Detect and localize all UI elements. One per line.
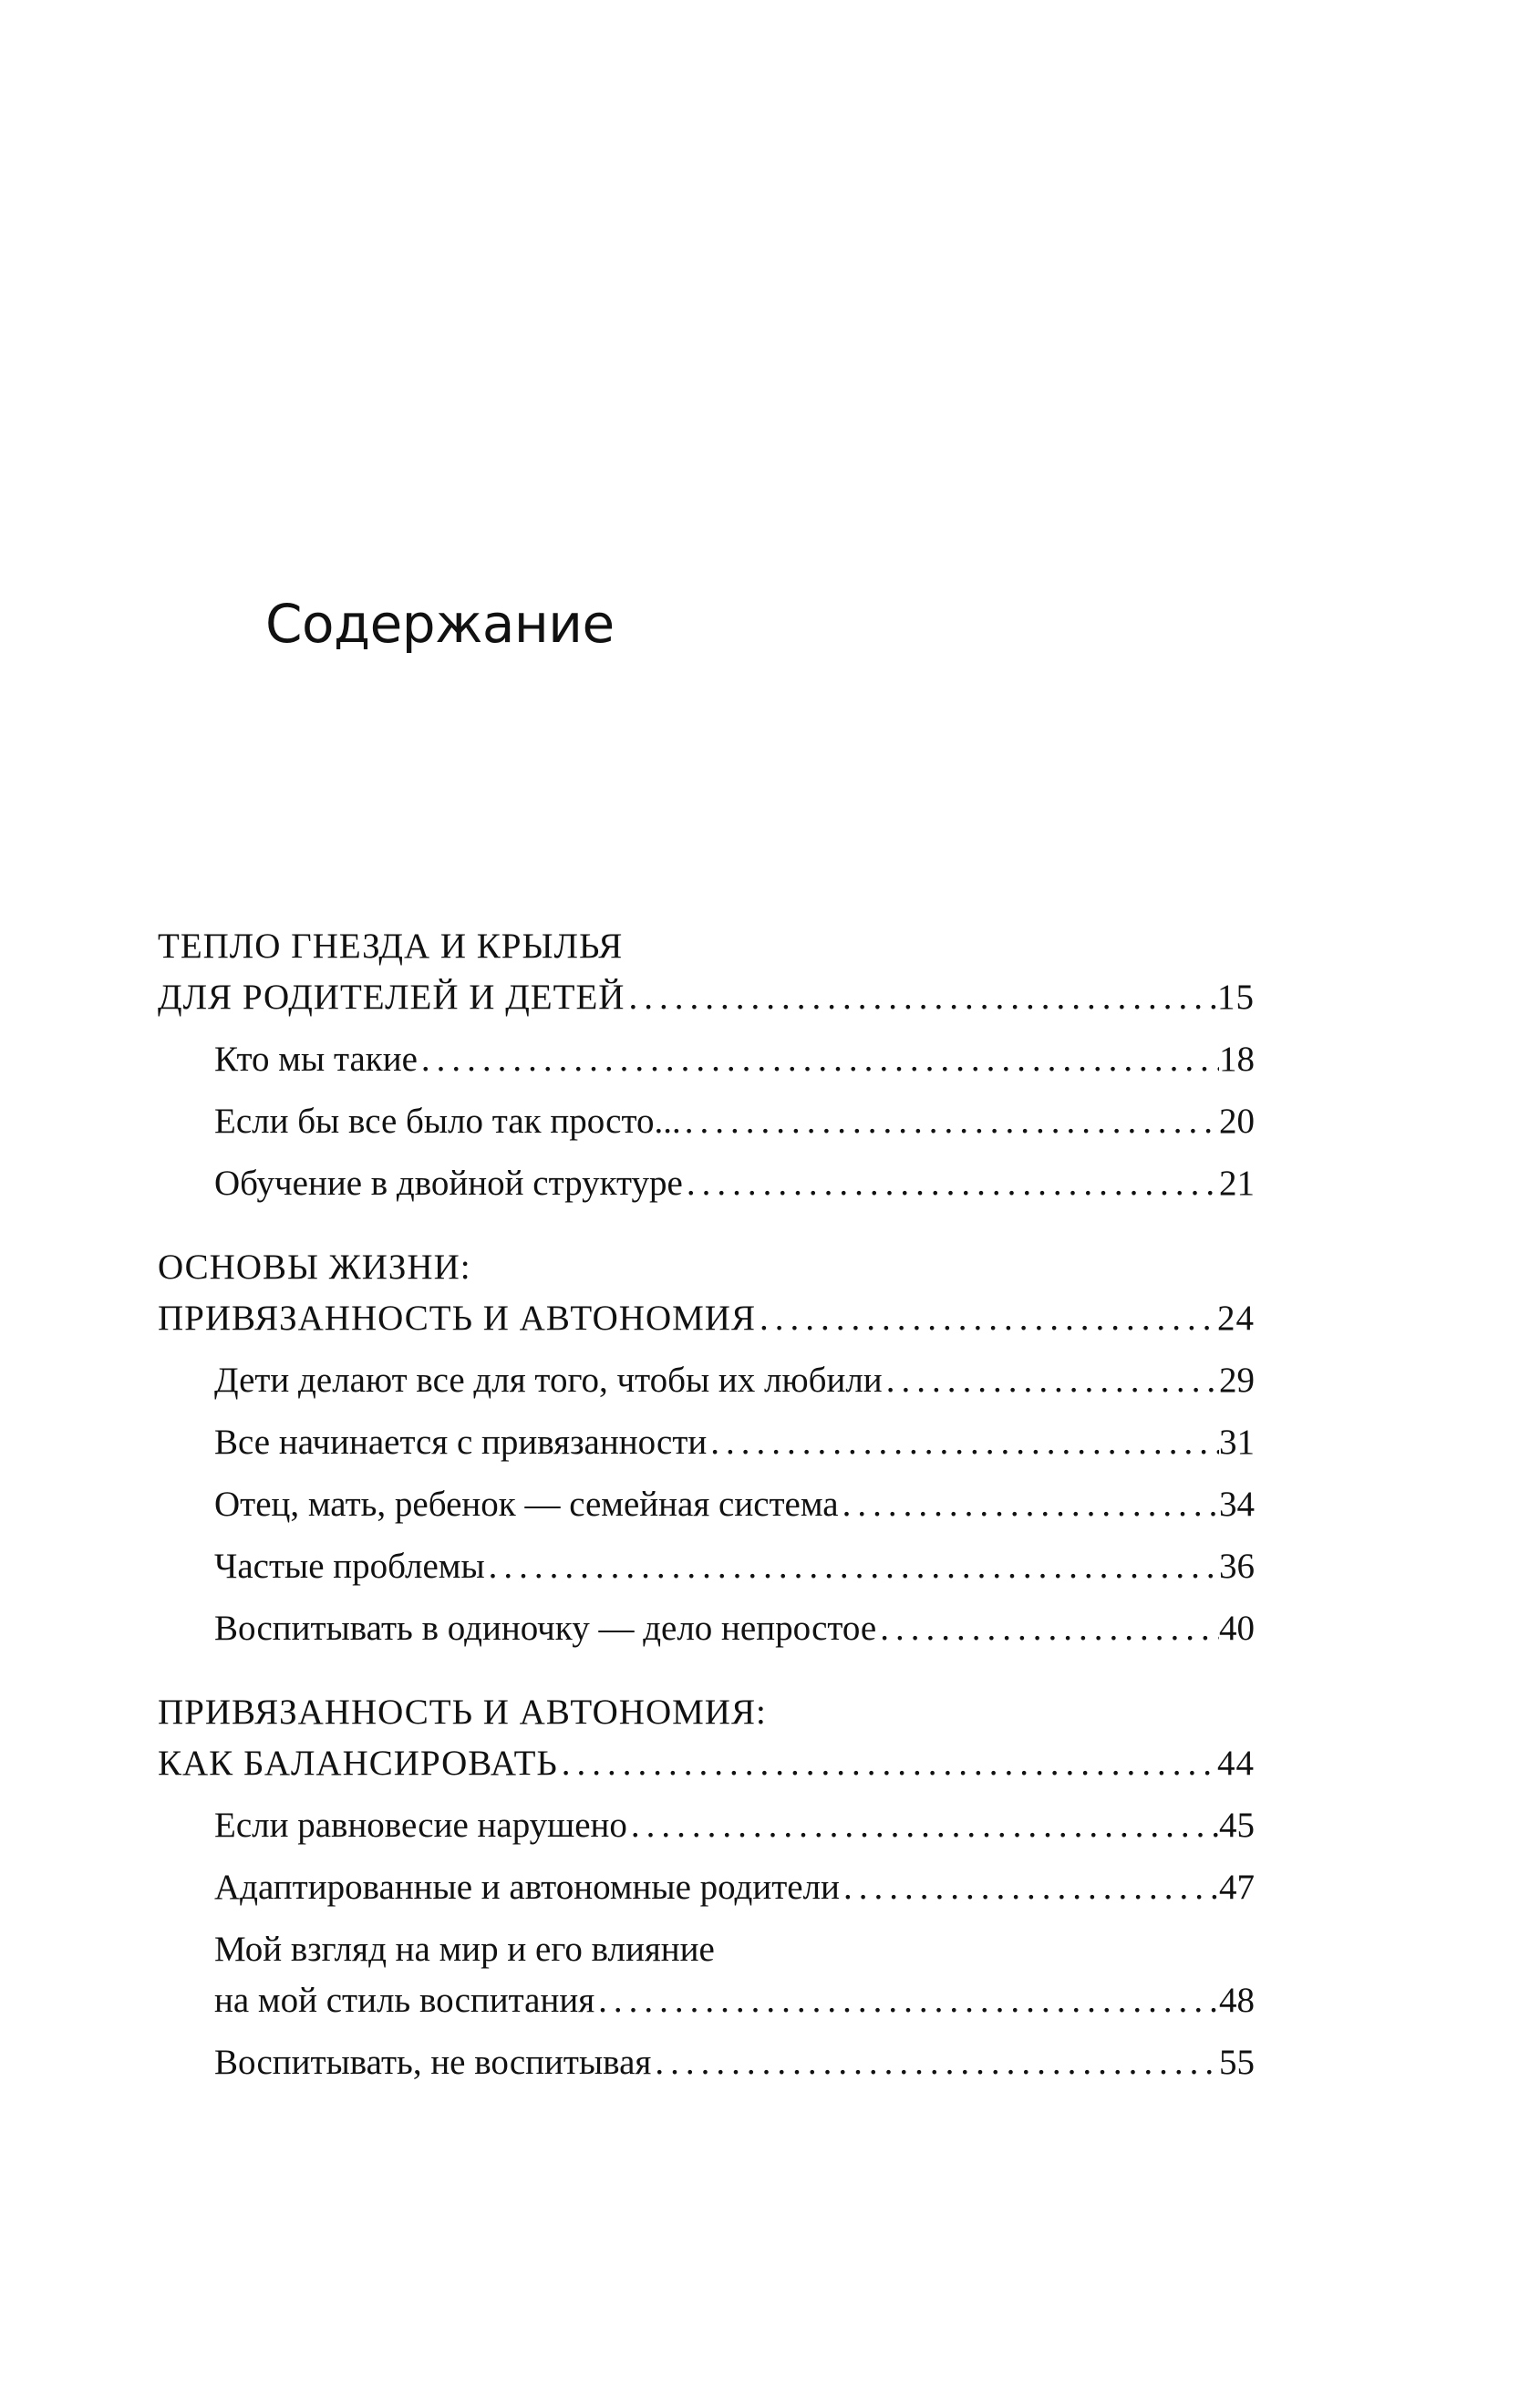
section-title-line2: КАК БАЛАНСИРОВАТЬ	[158, 1744, 558, 1783]
dot-leader	[625, 972, 1217, 1023]
item-title: Дети делают все для того, чтобы их любили	[214, 1361, 883, 1400]
toc-item[interactable]	[214, 1034, 1255, 1085]
item-title: Если бы все было так просто...	[214, 1102, 681, 1141]
page-number: 36	[1219, 1547, 1255, 1586]
item-title: Воспитывать, не воспитывая	[214, 2043, 652, 2082]
item-title: на мой стиль воспитания	[214, 1981, 595, 2020]
section-title-line1: ПРИВЯЗАННОСТЬ И АВТОНОМИЯ:	[158, 1693, 767, 1732]
page-number: 55	[1219, 2043, 1255, 2082]
page-number: 48	[1219, 1981, 1255, 2020]
item-title-line1: Мой взгляд на мир и его влияние	[214, 1930, 715, 1969]
toc-item[interactable]	[214, 1603, 1255, 1654]
toc-item[interactable]	[214, 1479, 1255, 1530]
toc-section-2	[158, 1242, 1255, 1654]
toc-section-heading[interactable]	[158, 1687, 1255, 1789]
section-title-line2: ДЛЯ РОДИТЕЛЕЙ И ДЕТЕЙ	[158, 978, 625, 1017]
toc-section-1	[158, 921, 1255, 1209]
item-title: Частые проблемы	[214, 1547, 485, 1586]
page-number: 45	[1219, 1806, 1255, 1845]
section-title-line2: ПРИВЯЗАННОСТЬ И АВТОНОМИЯ	[158, 1299, 756, 1338]
toc-section-heading[interactable]	[158, 1242, 1255, 1344]
dot-leader	[707, 1417, 1219, 1468]
toc-item[interactable]	[214, 1862, 1255, 1913]
section-title-line1: ТЕПЛО ГНЕЗДА И КРЫЛЬЯ	[158, 927, 624, 966]
page-number: 15	[1217, 978, 1255, 1017]
page-number: 47	[1219, 1868, 1255, 1907]
item-title: Адаптированные и автономные родители	[214, 1868, 840, 1907]
section-title-entry	[158, 1293, 1255, 1344]
dot-leader	[594, 1975, 1219, 2026]
table-of-contents	[158, 921, 1255, 2121]
page-number: 44	[1217, 1744, 1255, 1783]
page-number: 21	[1219, 1164, 1255, 1203]
dot-leader	[756, 1293, 1217, 1344]
dot-leader	[683, 1158, 1219, 1209]
toc-item[interactable]	[214, 1417, 1255, 1468]
item-title: Если равновесие нарушено	[214, 1806, 627, 1845]
dot-leader	[558, 1738, 1217, 1789]
item-title: Кто мы такие	[214, 1040, 418, 1079]
page-number: 29	[1219, 1361, 1255, 1400]
page-number: 34	[1219, 1485, 1255, 1524]
toc-item[interactable]	[214, 1541, 1255, 1592]
dot-leader	[839, 1479, 1219, 1530]
dot-leader	[840, 1862, 1219, 1913]
dot-leader	[418, 1034, 1219, 1085]
item-title: Отец, мать, ребенок — семейная система	[214, 1485, 839, 1524]
page-number: 40	[1219, 1609, 1255, 1648]
item-title: Обучение в двойной структуре	[214, 1164, 683, 1203]
dot-leader	[876, 1603, 1219, 1654]
item-title: Все начинается с привязанности	[214, 1423, 708, 1462]
toc-item[interactable]	[214, 2037, 1255, 2088]
toc-item[interactable]	[214, 1355, 1255, 1406]
toc-item[interactable]	[214, 1158, 1255, 1209]
page-number: 18	[1219, 1040, 1255, 1079]
toc-item[interactable]	[214, 1096, 1255, 1147]
page-number: 24	[1217, 1299, 1255, 1338]
toc-section-heading[interactable]	[158, 921, 1255, 1023]
dot-leader	[627, 1800, 1219, 1851]
toc-item-multiline[interactable]	[214, 1924, 1255, 2026]
dot-leader	[883, 1355, 1219, 1406]
page-number: 31	[1219, 1423, 1255, 1462]
page-title: Содержание	[265, 593, 615, 655]
item-title-entry	[214, 1975, 1255, 2026]
toc-item[interactable]	[214, 1800, 1255, 1851]
dot-leader	[485, 1541, 1219, 1592]
section-title-entry	[158, 972, 1255, 1023]
dot-leader	[651, 2037, 1219, 2088]
toc-section-3	[158, 1687, 1255, 2088]
item-title: Воспитывать в одиночку — дело непростое	[214, 1609, 877, 1648]
section-title-line1: ОСНОВЫ ЖИЗНИ:	[158, 1248, 471, 1287]
dot-leader	[681, 1096, 1219, 1147]
section-title-entry	[158, 1738, 1255, 1789]
page-number: 20	[1219, 1102, 1255, 1141]
